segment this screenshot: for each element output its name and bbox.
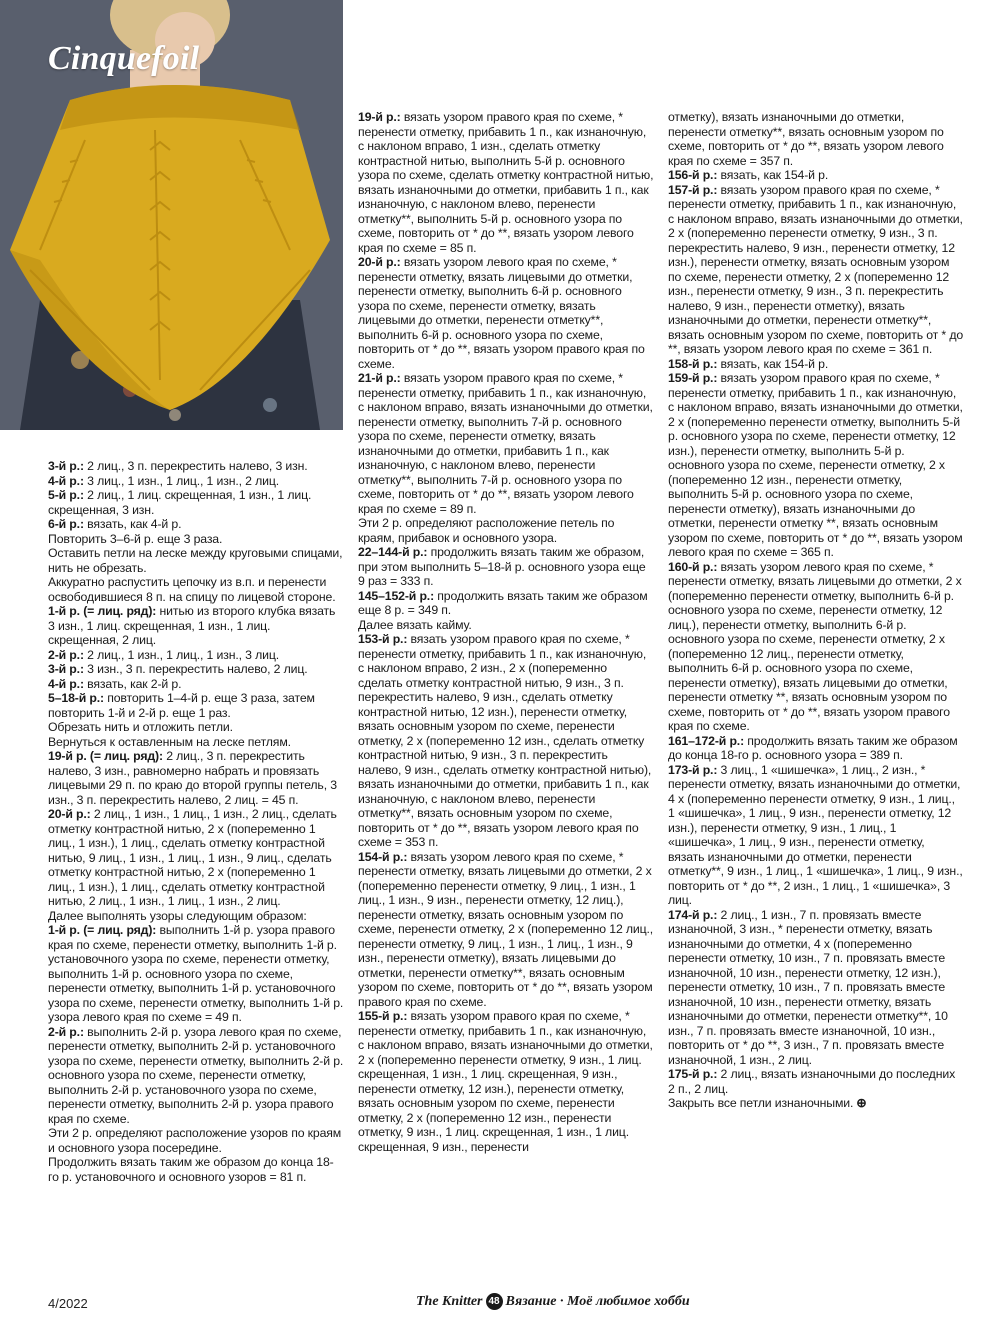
paragraph (48, 575, 344, 604)
paragraph-text: выполнить 1-й р. узора правого края по схеме, перенести отметку, выполнить 1-й р. установочного узора по схеме, перенести отметку, выполнить 1-й р. основного узора по схеме, перенести отметку, выполнить 1-й р. установочного узора по схеме, перенести отметку, выполнить 1-й р. узора левого края по схеме = 49 п. (48, 923, 344, 1024)
row-label: 19-й р. (= лиц. ряд): (48, 749, 163, 763)
paragraph-text: Вернуться к оставленным на леске петлям. (48, 734, 291, 749)
row-label: 157-й р.: (668, 182, 718, 197)
paragraph-text: 2 лиц., 1 изн., 1 лиц., 1 изн., 3 лиц. (83, 647, 280, 662)
paragraph-text: повторить 1–4-й р. еще 3 раза, затем повторить 1-й и 2-й р. еще 1 раз. (48, 691, 315, 720)
paragraph-text: 2 лиц., 1 лиц. скрещенная, 1 изн., 1 лиц. скрещенная, 3 изн. (48, 488, 312, 517)
paragraph (48, 909, 344, 924)
paragraph-text: 2 лиц., 3 п. перекрестить налево, 3 изн. (83, 459, 308, 473)
row-label: 21-й р.: (358, 371, 401, 385)
paragraph (668, 357, 964, 372)
page-number: 48 (486, 1293, 503, 1310)
paragraph-text: Продолжить вязать таким же образом до конца 18-го р. установочного и основного узоров = 81 п. (48, 1155, 334, 1184)
row-label: 175-й р.: (668, 1067, 718, 1081)
paragraph-text: Оставить петли на леске между круговыми спицами, нить не обрезать. (48, 546, 343, 575)
paragraph (48, 648, 344, 663)
paragraph (48, 691, 344, 720)
paragraph-text: 3 изн., 3 п. перекрестить налево, 2 лиц. (83, 662, 308, 676)
paragraph (358, 545, 654, 589)
paragraph-text: 3 лиц., 1 изн., 1 лиц., 1 изн., 2 лиц. (83, 473, 280, 488)
row-label: 159-й р.: (668, 371, 718, 385)
paragraph-text: нитью из второго клубка вязать 3 изн., 1 лиц. скрещенная, 1 изн., 1 лиц. скрещенная, 2 лиц. (48, 604, 336, 647)
paragraph (48, 662, 344, 677)
paragraph (358, 516, 654, 545)
paragraph (48, 720, 344, 735)
paragraph (668, 1096, 964, 1111)
paragraph (668, 183, 964, 357)
paragraph (48, 735, 344, 750)
row-label: 155-й р.: (358, 1009, 408, 1023)
text-column-2 (358, 110, 654, 1154)
row-label: 22–144-й р.: (358, 545, 428, 559)
paragraph (48, 1126, 344, 1155)
paragraph (48, 474, 344, 489)
row-label: 1-й р. (= лиц. ряд): (48, 923, 157, 937)
paragraph-text: вязать узором левого края по схеме, * перенести отметку, вязать лицевыми до отметки, 2 х (попеременно перенести отметку, выполнить 6-й р. основного узора по схеме, перенести отметку, 12 лиц.), перенести отметку, выполнить 6-й р. основного узора по схеме, перенести отметку, 2 х (попеременно 12 лиц., перенести отметку, выполнить 6-й р. основного узора по схеме, перенести отметку), вязать лицевыми до отметки, перенести отметку **, вязать основным узором по схеме, повторить от * до **, вязать узором правого края по схеме. (668, 559, 962, 733)
paragraph-text: вязать узором правого края по схеме, * перенести отметку, прибавить 1 п., как изнаночную, с наклоном вправо, 1 изн., сделать отметку контрастной нитью, выполнить 5-й р. основного узора по схеме, сделать отметку контрастной нитью, вязать изнаночными до отметки, прибавить 1 п., как изнаночную, с наклоном влево, перенести отметку**, выполнить 5-й р. основного узора по схеме, повторить от * до **, вязать узором левого края по схеме = 85 п. (358, 110, 654, 255)
paragraph-text: Далее выполнять узоры следующим образом: (48, 908, 307, 923)
paragraph (358, 1009, 654, 1154)
text-column-3 (668, 110, 964, 1111)
paragraph (358, 371, 654, 516)
paragraph (668, 1067, 964, 1096)
magazine-subtitle: Вязание · Моё любимое хобби (505, 1293, 690, 1309)
paragraph (48, 749, 344, 807)
paragraph-text: вязать узором правого края по схеме, * перенести отметку, прибавить 1 п., как изнаночную, с наклоном вправо, 2 изн., 2 х (попеременно сделать отметку контрастной нитью, 9 изн., 3 п. перекрестить налево, 9 изн., сделать отметку контрастной нитью, 12 изн.), перенести отметку, вязать основным узором по схеме, перенести отметку, 2 х (попеременно 12 изн., сделать отметку контрастной нитью, 9 изн., 3 п. перекрестить налево, 9 изн., сделать отметку контрастной нитью), вязать изнаночными до отметки, прибавить 1 п., как изнаночную, с наклоном влево, перенести отметку**, вязать основным узором по схеме, повторить от * до **, вязать узором левого края по схеме = 353 п. (358, 632, 652, 849)
end-mark-icon: ⊕ (856, 1096, 867, 1110)
magazine-name: The Knitter (416, 1293, 483, 1309)
paragraph (668, 734, 964, 763)
footer-brand (416, 1293, 690, 1310)
paragraph-text: вязать узором правого края по схеме, * перенести отметку, прибавить 1 п., как изнаночную, с наклоном вправо, вязать изнаночными до отметки, 2 х (попеременно перенести отметку, 9 изн., 1 лиц. скрещенная, 1 изн., 1 лиц. скрещенная, 9 изн., перенести отметку, 12 изн.), перенести отметку, вязать основным узором по схеме, перенести отметку, 2 х (попеременно 12 изн., перенести отметку, 9 изн., 1 лиц. скрещенная, 1 изн., 1 лиц. скрещенная, 9 изн., перенести (358, 1009, 653, 1154)
paragraph-text: Закрыть все петли изнаночными. (668, 1096, 854, 1110)
paragraph-text: вязать, как 2-й р. (83, 676, 182, 691)
row-label: 19-й р.: (358, 110, 401, 124)
row-label: 4-й р.: (48, 676, 84, 691)
paragraph (358, 110, 654, 255)
row-label: 6-й р.: (48, 517, 84, 531)
paragraph-text: Обрезать нить и отложить петли. (48, 720, 233, 734)
paragraph-text: 2 лиц., 1 изн., 1 лиц., 1 изн., 2 лиц., сделать отметку контрастной нитью, 2 х (попеременно 1 лиц., 1 изн.), 1 лиц., сделать отметку контрастной нитью, 9 лиц., 1 изн., 1 лиц., 1 изн., 9 лиц., сделать отметку контрастной нитью, 2 х (попеременно 1 лиц., 1 изн.), 1 лиц., сделать отметку контрастной нитью, 2 лиц., 1 изн., 1 лиц., 1 изн., 2 лиц. (48, 807, 337, 908)
paragraph (48, 517, 344, 532)
paragraph-text: 3 лиц., 1 «шишечка», 1 лиц., 2 изн., * перенести отметку, вязать изнаночными до отметки, 4 х (попеременно перенести отметку, 9 изн., 1 лиц., 1 «шишечка», 1 лиц., 9 изн., перенести отметку, 12 изн.), перенести отметку, 9 изн., 1 лиц., 1 «шишечка», 1 лиц., 9 изн., перенести отметку, вязать изнаночными до отметки, перенести отметку**, 9 изн., 1 лиц., 1 «шишечка», 1 лиц., 9 изн., повторить от * до **, 2 изн., 1 лиц., 1 «шишечка», 3 лиц. (668, 762, 963, 907)
row-label: 1-й р. (= лиц. ряд): (48, 604, 157, 618)
hero-photo (0, 0, 343, 430)
paragraph (358, 255, 654, 371)
paragraph (668, 908, 964, 1068)
paragraph (358, 618, 654, 633)
paragraph (48, 532, 344, 547)
paragraph (48, 604, 344, 648)
paragraph-text: продолжить вязать таким же образом до конца 18-го р. основного узора = 389 п. (668, 733, 958, 762)
paragraph (48, 1025, 344, 1127)
paragraph-text: вязать, как 4-й р. (83, 517, 182, 531)
paragraph-text: 2 лиц., 3 п. перекрестить налево, 3 изн., равномерно набрать и провязать лицевыми 29 п. по краю до второй группы петель, 3 изн., 3 п. перекрестить налево, 2 лиц. = 45 п. (48, 749, 337, 807)
paragraph-text: отметку), вязать изнаночными до отметки, перенести отметку**, вязать основным узором по схеме, повторить от * до **, вязать узором левого края по схеме = 357 п. (668, 110, 944, 168)
paragraph (668, 168, 964, 183)
row-label: 174-й р.: (668, 907, 718, 922)
row-label: 153-й р.: (358, 632, 408, 646)
paragraph-text: вязать узором правого края по схеме, * перенести отметку, прибавить 1 п., как изнаночную, с наклоном вправо, вязать изнаночными до отметки, 2 х (попеременно перенести отметку, выполнить 5-й р. основного узора по схеме, перенести отметку, 12 изн.), перенести отметку, выполнить 5-й р. основного узора по схеме, перенести отметку, 2 х (попеременно 12 изн., перенести отметку, выполнить 5-й р. основного узора по схеме, перенести отметку), вязать изнаночными до отметки, перенести отметку **, вязать основным узором по схеме, повторить от * до **, вязать узором левого края по схеме = 365 п. (668, 371, 963, 559)
paragraph (48, 677, 344, 692)
paragraph-text: вязать узором левого края по схеме, * перенести отметку, вязать лицевыми до отметки, перенести отметку, выполнить 6-й р. основного узора по схеме, перенести отметку, вязать лицевыми до отметки, перенести отметку**, выполнить 6-й р. основного узора по схеме, повторить от * до **, вязать узором правого края по схеме. (358, 255, 645, 371)
paragraph-text: продолжить вязать таким же образом, при этом выполнить 5–18-й р. основного узора еще 9 раз = 333 п. (358, 545, 646, 588)
text-column-1 (48, 459, 344, 1184)
row-label: 5-й р.: (48, 488, 84, 502)
paragraph (668, 763, 964, 908)
row-label: 156-й р.: (668, 168, 718, 182)
paragraph-text: Повторить 3–6-й р. еще 3 раза. (48, 531, 223, 546)
row-label: 2-й р.: (48, 1024, 84, 1039)
paragraph (358, 632, 654, 850)
paragraph (668, 371, 964, 560)
paragraph-text: Далее вязать кайму. (358, 617, 472, 632)
paragraph (48, 488, 344, 517)
paragraph (48, 923, 344, 1025)
row-label: 3-й р.: (48, 459, 84, 473)
row-label: 161–172-й р.: (668, 733, 745, 748)
paragraph (48, 546, 344, 575)
paragraph (668, 560, 964, 734)
row-label: 20-й р.: (48, 807, 91, 821)
paragraph-text: Аккуратно распустить цепочку из в.п. и перенести освободившиеся 8 п. на спицу по лицевой стороне. (48, 575, 336, 604)
paragraph (358, 589, 654, 618)
row-label: 5–18-й р.: (48, 691, 104, 705)
paragraph (48, 459, 344, 474)
paragraph-text: Эти 2 р. определяют расположение петель по краям, прибавок и основного узора. (358, 516, 615, 545)
row-label: 160-й р.: (668, 559, 718, 574)
paragraph-text: продолжить вязать таким же образом еще 8 р. = 349 п. (358, 588, 648, 617)
row-label: 2-й р.: (48, 647, 84, 662)
row-label: 20-й р.: (358, 255, 401, 269)
paragraph (358, 850, 654, 1010)
paragraph-text: Эти 2 р. определяют расположение узоров по краям и основного узора посередине. (48, 1126, 342, 1155)
paragraph-text: вязать узором левого края по схеме, * перенести отметку, вязать лицевыми до отметки, 2 х (попеременно перенести отметку, 9 лиц., 1 изн., 1 лиц., 1 изн., 9 изн., перенести отметку, 12 лиц.), перенести отметку, вязать основным узором по схеме, перенести отметку, 2 х (попеременно 12 лиц., перенести отметку, 9 лиц., 1 изн., 1 лиц., 1 изн., 9 изн., перенести отметку), вязать лицевыми до отметки, перенести отметку**, вязать основным узором по схеме, повторить от * до **, вязать узором правого края по схеме. (358, 849, 654, 1009)
row-label: 4-й р.: (48, 473, 84, 488)
paragraph-text: вязать, как 154-й р. (717, 168, 829, 182)
paragraph-text: 2 лиц., 1 изн., 7 п. провязать вместе изнаночной, 3 изн., * перенести отметку, вязать изнаночными до отметки, 4 х (попеременно перенести отметку, 10 изн., 7 п. провязать вместе изнаночной, 10 изн., перенести отметку, 12 изн.), перенести отметку, 10 изн., 7 п. провязать вместе изнаночной, 10 изн., перенести отметку, вязать изнаночными до отметки, перенести отметку**, 10 изн., 7 п. провязать вместе изнаночной, 10 изн., повторить от * до **, 3 изн., 7 п. провязать вместе изнаночной, 1 изн., 2 лиц. (668, 907, 948, 1067)
row-label: 158-й р.: (668, 356, 718, 371)
paragraph-text: вязать, как 154-й р. (717, 356, 829, 371)
paragraph-text: вязать узором правого края по схеме, * перенести отметку, прибавить 1 п., как изнаночную, с наклоном вправо, вязать изнаночными до отметки, перенести отметку, выполнить 7-й р. основного узора по схеме, перенести отметку, вязать изнаночными до отметки, прибавить 1 п., как изнаночную, с наклоном влево, перенести отметку**, выполнить 7-й р. основного узора по схеме, повторить от * до **, вязать узором левого края по схеме = 89 п. (358, 371, 653, 516)
row-label: 145–152-й р.: (358, 588, 435, 603)
paragraph-text: 2 лиц., вязать изнаночными до последних 2 п., 2 лиц. (668, 1067, 956, 1096)
row-label: 3-й р.: (48, 662, 84, 676)
paragraph-text: выполнить 2-й р. узора левого края по схеме, перенести отметку, выполнить 2-й р. установочного узора по схеме, перенести отметку, выполнить 2-й р. основного узора по схеме, перенести отметку, выполнить 2-й р. установочного узора по схеме, перенести отметку, выполнить 2-й р. узора правого края по схеме. (48, 1024, 344, 1126)
issue-date: 4/2022 (48, 1296, 88, 1311)
row-label: 154-й р.: (358, 849, 408, 864)
paragraph (668, 110, 964, 168)
row-label: 173-й р.: (668, 762, 718, 777)
paragraph (48, 1155, 344, 1184)
paragraph (48, 807, 344, 909)
pattern-title: Cinquefoil (48, 40, 200, 77)
paragraph-text: вязать узором правого края по схеме, * перенести отметку, прибавить 1 п., как изнаночную, с наклоном вправо, вязать изнаночными до отметки, 2 х (попеременно перенести отметку, 9 изн., 3 п. перекрестить налево, 9 изн., перенести отметку, 12 изн.), перенести отметку, вязать основным узором по схеме, перенести отметку, 2 х (попеременно 12 изн., перенести отметку, 9 изн., 3 п. перекрестить налево, 9 изн., перенести отметку), вязать изнаночными до отметки, перенести отметку**, вязать основным узором по схеме, повторить от * до **, вязать узором левого края по схеме = 361 п. (668, 182, 964, 356)
